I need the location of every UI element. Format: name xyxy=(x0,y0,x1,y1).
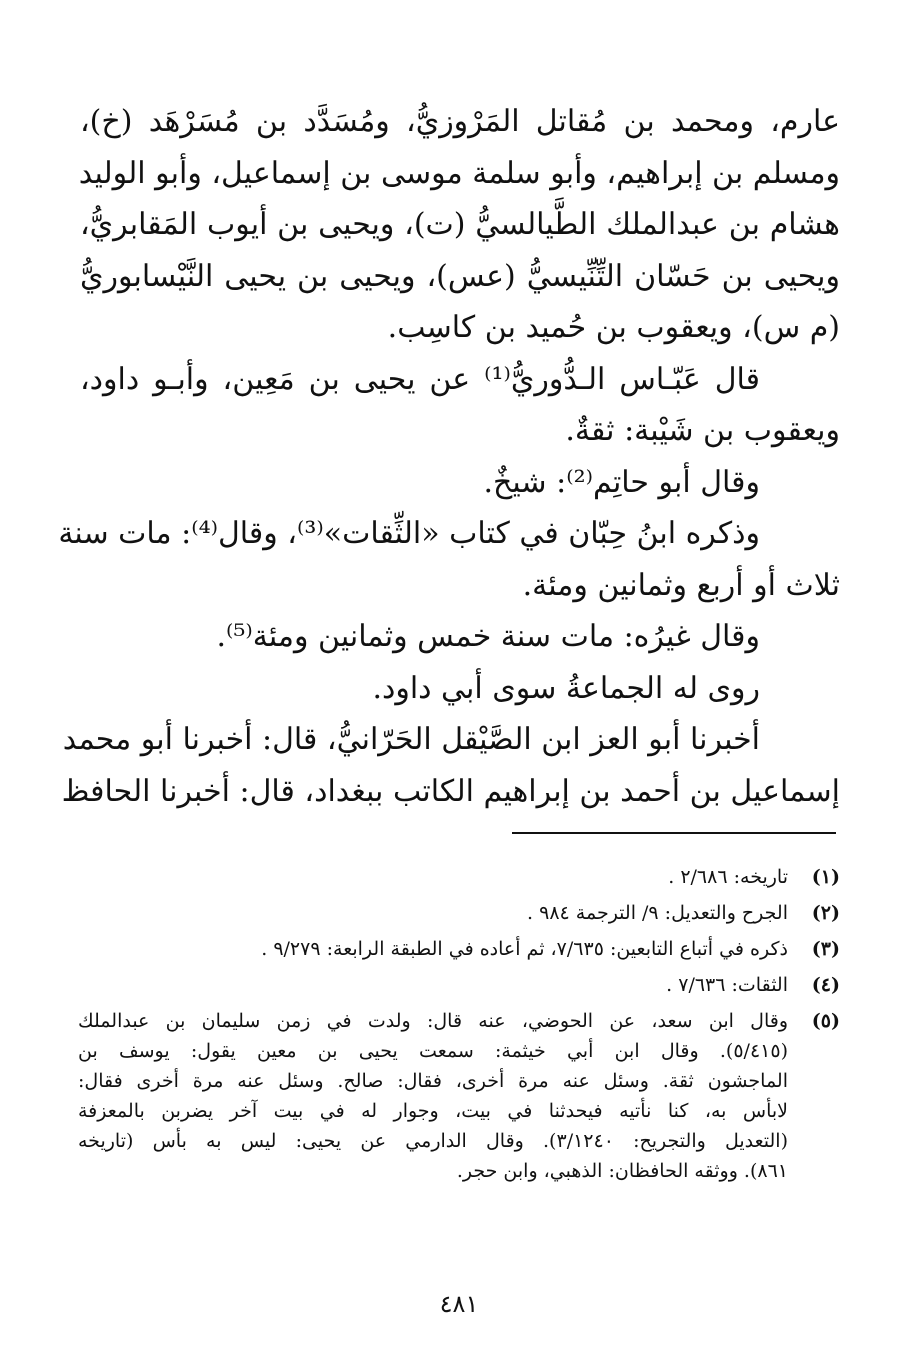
footnote-number: (٢) xyxy=(811,902,840,924)
text-line: ومسلم بن إبراهيم، وأبو سلمة موسى بن إسماعيل، وأبو الوليد xyxy=(78,155,840,191)
footnote xyxy=(78,934,840,964)
footnotes xyxy=(78,862,840,1192)
footnote xyxy=(78,1006,840,1186)
footnote-line: الماجشون ثقة. وسئل عنه مرة أخرى، فقال: صالح. وسئل عنه مرة أخرى فقال: xyxy=(78,1070,788,1092)
footnote-line: تاريخه: ٢/٦٨٦ . xyxy=(668,866,788,888)
text-line: وقال أبو حاتِم⁽²⁾: شيخٌ. xyxy=(483,464,760,500)
text-line: ثلاث أو أربع وثمانين ومئة. xyxy=(522,567,840,603)
footnote-number: (١) xyxy=(811,866,840,888)
text-line: قال عَبّـاس الـدُّوريُّ⁽¹⁾ عن يحيى بن مَعِين، وأبـو داود، xyxy=(80,361,760,397)
footnote-text xyxy=(78,1006,788,1186)
footnote-text xyxy=(78,934,788,964)
footnote-separator xyxy=(512,832,836,834)
footnote-text xyxy=(78,862,788,892)
footnote-line: الثقات: ٧/٦٣٦ . xyxy=(666,974,788,996)
footnote xyxy=(78,970,840,1000)
text-line: ويحيى بن حَسّان التِّنِّيسيُّ (عس)، ويحيى بن يحيى النَّيْسابوريُّ xyxy=(80,258,840,294)
text-line: روى له الجماعةُ سوى أبي داود. xyxy=(372,670,760,706)
footnote-line: (٥/٤١٥). وقال ابن أبي خيثمة: سمعت يحيى بن معين يقول: يوسف بن xyxy=(78,1040,788,1062)
footnote-number: (٣) xyxy=(811,938,840,960)
footnote-line: وقال ابن سعد، عن الحوضي، عنه قال: ولدت في زمن سليمان بن عبدالملك xyxy=(78,1010,788,1032)
text-line: هشام بن عبدالملك الطَّيالسيُّ (ت)، ويحيى بن أيوب المَقابريُّ، xyxy=(80,207,840,242)
page-number: ٤٨١ xyxy=(439,1290,479,1318)
text-line: ويعقوب بن شَيْبة: ثقةٌ. xyxy=(565,413,840,448)
main-text xyxy=(58,96,840,817)
footnote-line: (التعديل والتجريح: ٣/١٢٤٠). وقال الدارمي عن يحيى: ليس به بأس (تاريخه xyxy=(78,1130,788,1152)
text-line: وقال غيرُه: مات سنة خمس وثمانين ومئة⁽⁵⁾. xyxy=(216,619,760,654)
footnote-number: (٥) xyxy=(811,1010,840,1032)
footnote-number: (٤) xyxy=(811,974,840,996)
text-line: وذكره ابنُ حِبّان في كتاب «الثِّقات»⁽³⁾، وقال⁽⁴⁾: مات سنة xyxy=(58,516,760,551)
footnote-line: ذكره في أتباع التابعين: ٧/٦٣٥، ثم أعاده في الطبقة الرابعة: ٩/٢٧٩ . xyxy=(261,938,788,960)
text-line: أخبرنا أبو العز ابن الصَّيْقل الحَرّانيُّ، قال: أخبرنا أبو محمد xyxy=(62,722,760,757)
text-line: (م س)، ويعقوب بن حُميد بن كاسِب. xyxy=(387,310,840,345)
footnote-text xyxy=(78,970,788,1000)
footnote-line: لابأس به، كنا نأتيه فيحدثنا في بيت، وجوار له في بيت آخر يضربن بالمعزفة xyxy=(78,1100,788,1122)
text-line: عارم، ومحمد بن مُقاتل المَرْوزيُّ، ومُسَدَّد بن مُسَرْهَد (خ)، xyxy=(80,104,840,139)
text-line: إسماعيل بن أحمد بن إبراهيم الكاتب ببغداد، قال: أخبرنا الحافظ xyxy=(61,773,840,809)
footnote xyxy=(78,898,840,928)
footnote-text xyxy=(78,898,788,928)
footnote xyxy=(78,862,840,892)
footnote-line: ٨٦١). ووثقه الحافظان: الذهبي، وابن حجر. xyxy=(456,1160,788,1182)
footnote-line: الجرح والتعديل: ٩/ الترجمة ٩٨٤ . xyxy=(527,902,788,924)
